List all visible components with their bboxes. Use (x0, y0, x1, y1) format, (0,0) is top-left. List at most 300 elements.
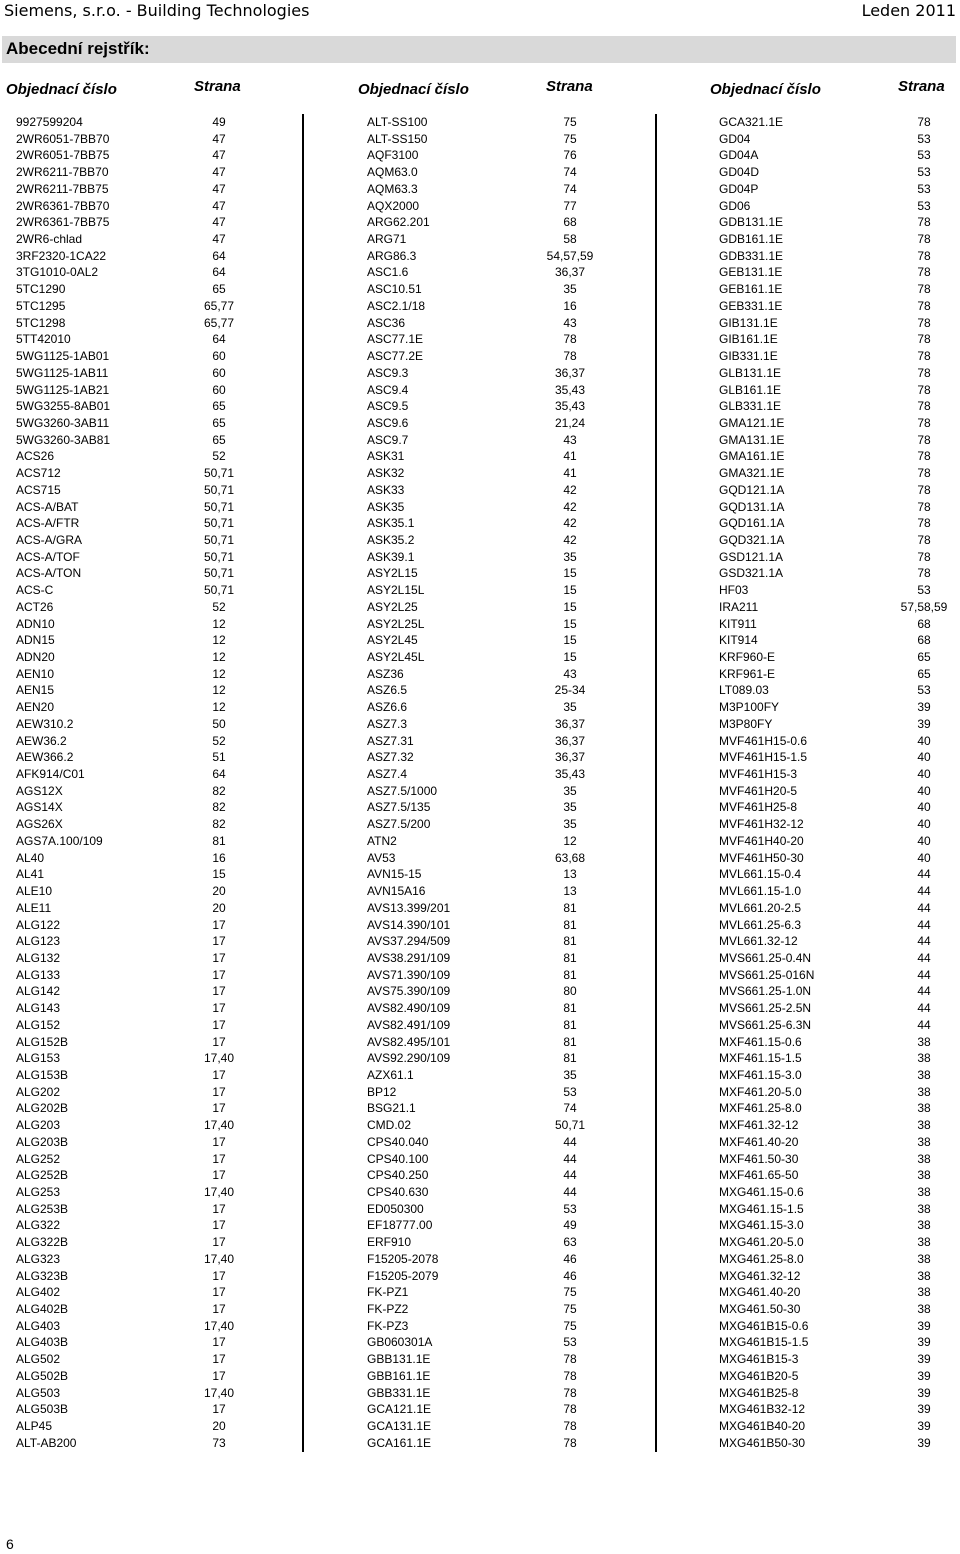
order-number: MXG461B50-30 (719, 1435, 806, 1450)
order-number: GD04 (719, 131, 751, 146)
index-row (304, 1368, 655, 1385)
order-number: ALG203 (16, 1118, 61, 1133)
order-number: GLB161.1E (719, 382, 782, 397)
order-number: MXG461B40-20 (719, 1419, 806, 1434)
index-row (304, 1034, 655, 1051)
index-row (657, 198, 960, 215)
index-row (304, 1284, 655, 1301)
order-number: ASZ7.5/135 (367, 800, 431, 815)
page-ref: 35 (563, 282, 577, 297)
index-row (0, 1034, 302, 1051)
order-number: ACS715 (16, 482, 61, 497)
page-ref: 78 (917, 449, 931, 464)
page-ref: 38 (917, 1134, 931, 1149)
index-row (304, 365, 655, 382)
page-ref: 65 (212, 415, 226, 430)
order-number: ASK35 (367, 499, 405, 514)
order-number: KIT914 (719, 633, 758, 648)
page-ref: 53 (917, 181, 931, 196)
order-number: CMD.02 (367, 1118, 412, 1133)
order-number: ARG71 (367, 232, 407, 247)
order-number: ALT-AB200 (16, 1435, 77, 1450)
order-number: ARG62.201 (367, 215, 430, 230)
index-row (304, 599, 655, 616)
order-number: MXG461B15-0.6 (719, 1318, 809, 1333)
page-ref: 47 (212, 131, 226, 146)
order-number-heading: Objednací číslo (6, 81, 117, 98)
order-number: AEN10 (16, 666, 55, 681)
index-row (657, 1401, 960, 1418)
page-ref: 50,71 (203, 516, 235, 531)
order-number: MVL661.20-2.5 (719, 900, 802, 915)
order-number: 5WG3260-3AB81 (16, 432, 111, 447)
order-number: ASY2L15L (367, 583, 425, 598)
order-number: ALG202 (16, 1084, 61, 1099)
index-row (657, 248, 960, 265)
index-row (304, 950, 655, 967)
order-number: MXG461.40-20 (719, 1285, 801, 1300)
page-ref: 65 (212, 282, 226, 297)
page-ref: 50 (212, 716, 226, 731)
index-row (0, 298, 302, 315)
order-number: MXG461.50-30 (719, 1302, 801, 1317)
index-row (0, 231, 302, 248)
order-number: ARG86.3 (367, 248, 417, 263)
page-ref: 68 (917, 633, 931, 648)
index-row (304, 348, 655, 365)
order-number: AVS37.294/509 (367, 934, 451, 949)
index-row (0, 950, 302, 967)
index-row (657, 382, 960, 399)
page-ref: 43 (563, 666, 577, 681)
index-row (657, 632, 960, 649)
order-number: MVL661.15-1.0 (719, 884, 802, 899)
order-number: 5TC1290 (16, 282, 66, 297)
page-ref: 78 (917, 432, 931, 447)
page-ref: 53 (917, 583, 931, 598)
index-row (304, 766, 655, 783)
order-number: AEW36.2 (16, 733, 67, 748)
index-row (657, 1000, 960, 1017)
page-ref: 53 (917, 165, 931, 180)
page-ref: 68 (563, 215, 577, 230)
page-ref: 75 (563, 1285, 577, 1300)
page-ref: 15 (563, 616, 577, 631)
order-number: AVN15A16 (367, 884, 426, 899)
index-row (304, 933, 655, 950)
index-row (657, 799, 960, 816)
page-ref: 39 (917, 1335, 931, 1350)
index-row (0, 415, 302, 432)
order-number: MXG461B25-8 (719, 1385, 799, 1400)
page-ref: 46 (563, 1268, 577, 1283)
page-ref: 35 (563, 800, 577, 815)
page-ref: 17 (212, 1201, 226, 1216)
index-row (0, 264, 302, 281)
order-number: ASC2.1/18 (367, 298, 426, 313)
title-bar (2, 36, 956, 63)
order-number: GMA161.1E (719, 449, 785, 464)
page-ref: 17 (212, 917, 226, 932)
page-ref: 44 (563, 1185, 577, 1199)
page-ref: 38 (917, 1118, 931, 1133)
order-number: ERF910 (367, 1235, 412, 1250)
page-ref: 15 (563, 650, 577, 664)
page-ref: 12 (212, 633, 226, 648)
order-number: MXG461.15-0.6 (719, 1185, 804, 1199)
index-row (657, 582, 960, 599)
order-number: ASY2L15 (367, 566, 418, 581)
index-row (304, 214, 655, 231)
order-number: ASC77.1E (367, 332, 424, 347)
index-row (0, 816, 302, 833)
index-row (0, 147, 302, 164)
order-number: GCA161.1E (367, 1435, 432, 1450)
index-row (0, 214, 302, 231)
order-number: 2WR6051-7BB75 (16, 148, 110, 163)
order-number: ALG323B (16, 1268, 69, 1283)
order-number: GLB331.1E (719, 399, 782, 414)
page-ref: 39 (917, 1368, 931, 1383)
order-number: 5WG3260-3AB11 (16, 415, 110, 430)
index-row (0, 549, 302, 566)
page-ref: 78 (917, 499, 931, 514)
order-number: ALG322B (16, 1235, 69, 1250)
index-row (0, 432, 302, 449)
order-number: ASZ7.5/200 (367, 817, 431, 832)
index-row (657, 1117, 960, 1134)
index-row (304, 816, 655, 833)
order-number: ALG133 (16, 967, 61, 982)
order-number: MVS661.25-1.0N (719, 984, 812, 999)
page-ref: 50,71 (203, 482, 235, 497)
page-ref: 13 (563, 884, 577, 899)
order-number: FK-PZ2 (367, 1302, 409, 1317)
page-ref: 54,57,59 (546, 248, 594, 263)
index-column-1 (0, 114, 304, 1452)
index-row (304, 799, 655, 816)
index-row (304, 1318, 655, 1335)
order-number: ASZ7.31 (367, 733, 414, 748)
page-ref: 49 (563, 1218, 577, 1233)
order-number: GEB331.1E (719, 298, 783, 313)
page-ref: 17 (212, 1034, 226, 1049)
page-ref: 78 (917, 332, 931, 347)
index-row (304, 532, 655, 549)
page-ref: 78 (917, 382, 931, 397)
page-heading: Strana (546, 78, 593, 95)
page-ref: 74 (563, 181, 577, 196)
page-ref: 17 (212, 1235, 226, 1250)
index-row (304, 900, 655, 917)
page-ref: 13 (563, 867, 577, 882)
index-row (304, 147, 655, 164)
index-row (0, 666, 302, 683)
index-row (0, 850, 302, 867)
page-ref: 42 (563, 499, 577, 514)
index-column-3 (657, 114, 960, 1452)
order-number: MVS661.25-6.3N (719, 1017, 812, 1032)
page-ref: 39 (917, 1352, 931, 1367)
page-ref: 17,40 (203, 1118, 235, 1133)
index-row (0, 1000, 302, 1017)
page-ref: 12 (212, 683, 226, 698)
index-row (0, 783, 302, 800)
index-row (657, 1251, 960, 1268)
page-ref: 78 (917, 466, 931, 481)
order-number: MVF461H40-20 (719, 833, 804, 848)
page-ref: 78 (563, 332, 577, 347)
index-row (0, 1134, 302, 1151)
page-ref: 12 (212, 650, 226, 664)
index-row (0, 465, 302, 482)
page-ref: 41 (563, 466, 577, 481)
order-number: ACS-A/BAT (16, 499, 79, 514)
index-row (657, 1034, 960, 1051)
page-ref: 38 (917, 1251, 931, 1266)
order-number: ASC9.5 (367, 399, 409, 414)
order-number: MVF461H15-1.5 (719, 750, 808, 765)
page-ref: 15 (563, 583, 577, 598)
page-ref: 64 (212, 265, 226, 280)
page-ref: 81 (212, 833, 226, 848)
order-number: GQD161.1A (719, 516, 785, 531)
index-row (0, 933, 302, 950)
page-ref: 39 (917, 1318, 931, 1333)
index-row (0, 833, 302, 850)
order-number: CPS40.040 (367, 1134, 429, 1149)
page-ref: 50,71 (203, 549, 235, 564)
index-row (304, 1251, 655, 1268)
order-number: MXG461.15-3.0 (719, 1218, 804, 1233)
order-number: KRF961-E (719, 666, 776, 681)
page-ref: 17 (212, 1017, 226, 1032)
index-row (0, 582, 302, 599)
index-row (657, 950, 960, 967)
index-row (0, 900, 302, 917)
index-row (0, 1251, 302, 1268)
page-ref: 46 (563, 1251, 577, 1266)
order-number: 5TT42010 (16, 332, 71, 347)
order-number: ASZ7.4 (367, 767, 408, 782)
page-ref: 35,43 (554, 767, 586, 782)
order-number: ALT-SS100 (367, 115, 428, 129)
order-number: ALG153 (16, 1051, 61, 1066)
order-number: EF18777.00 (367, 1218, 433, 1233)
page-ref: 35 (563, 700, 577, 715)
order-number: ASK32 (367, 466, 405, 481)
page-ref: 78 (563, 1385, 577, 1400)
index-row (0, 482, 302, 499)
index-row (0, 766, 302, 783)
index-row (0, 348, 302, 365)
page-ref: 47 (212, 165, 226, 180)
page-ref: 38 (917, 1201, 931, 1216)
page-ref: 78 (563, 1402, 577, 1417)
index-row (657, 850, 960, 867)
page-heading: Strana (194, 78, 241, 95)
index-row (304, 1334, 655, 1351)
index-row (0, 983, 302, 1000)
index-row (657, 699, 960, 716)
order-number: ASK35.1 (367, 516, 415, 531)
order-number: ALG253 (16, 1185, 61, 1199)
index-row (304, 582, 655, 599)
order-number: MXF461.65-50 (719, 1168, 799, 1183)
order-number: GCA131.1E (367, 1419, 432, 1434)
page-ref: 60 (212, 349, 226, 364)
page-ref: 20 (212, 884, 226, 899)
order-number: ALG502B (16, 1368, 69, 1383)
page-ref: 12 (212, 700, 226, 715)
page-ref: 75 (563, 1318, 577, 1333)
order-number: GMA321.1E (719, 466, 785, 481)
page-ref: 81 (563, 950, 577, 965)
index-row (0, 1418, 302, 1435)
page-ref: 38 (917, 1185, 931, 1199)
order-number: 9927599204 (16, 115, 83, 129)
page-ref: 17 (212, 1151, 226, 1166)
page-ref: 20 (212, 1419, 226, 1434)
order-number: MXG461B20-5 (719, 1368, 799, 1383)
order-number: MVL661.25-6.3 (719, 917, 802, 932)
page-ref: 63,68 (554, 850, 586, 865)
order-number: FK-PZ1 (367, 1285, 409, 1300)
index-row (0, 1117, 302, 1134)
page-ref: 17,40 (203, 1185, 235, 1199)
page-ref: 39 (917, 700, 931, 715)
order-number: GEB131.1E (719, 265, 783, 280)
page-ref: 49 (212, 115, 226, 129)
order-number: ATN2 (367, 833, 397, 848)
order-number: 5TC1298 (16, 315, 66, 330)
index-row (304, 549, 655, 566)
order-number: 2WR6211-7BB70 (16, 165, 109, 180)
page-ref: 17,40 (203, 1251, 235, 1266)
index-row (0, 616, 302, 633)
page-ref: 78 (563, 1352, 577, 1367)
page-ref: 44 (917, 1001, 931, 1016)
index-row (0, 164, 302, 181)
index-row (0, 1067, 302, 1084)
order-number: ACS26 (16, 449, 55, 464)
order-number: ASC77.2E (367, 349, 424, 364)
page-ref: 47 (212, 181, 226, 196)
order-number: GIB131.1E (719, 315, 778, 330)
page-ref: 15 (563, 633, 577, 648)
index-row (304, 749, 655, 766)
index-row (304, 331, 655, 348)
page-ref: 53 (917, 683, 931, 698)
page-ref: 80 (563, 984, 577, 999)
page-ref: 38 (917, 1268, 931, 1283)
index-row (0, 599, 302, 616)
page-ref: 38 (917, 1285, 931, 1300)
index-row (0, 1201, 302, 1218)
page-ref: 73 (212, 1435, 226, 1450)
order-number: AQX2000 (367, 198, 420, 213)
order-number-heading: Objednací číslo (710, 81, 821, 98)
page-ref: 15 (563, 599, 577, 614)
page-ref: 12 (212, 616, 226, 631)
order-number: ALG402B (16, 1302, 69, 1317)
page-ref: 38 (917, 1218, 931, 1233)
page-ref: 17 (212, 1302, 226, 1317)
page-ref: 50,71 (203, 532, 235, 547)
page-ref: 12 (563, 833, 577, 848)
order-number: AQM63.0 (367, 165, 418, 180)
order-number: AGS26X (16, 817, 63, 832)
order-number: ALG152B (16, 1034, 69, 1049)
page-ref: 44 (917, 917, 931, 932)
index-row (657, 917, 960, 934)
order-number: MXF461.50-30 (719, 1151, 799, 1166)
index-row (0, 883, 302, 900)
page-ref: 16 (212, 850, 226, 865)
page-ref: 50,71 (203, 566, 235, 581)
index-row (0, 1334, 302, 1351)
page-ref: 42 (563, 482, 577, 497)
order-number: MXG461.15-1.5 (719, 1201, 804, 1216)
order-number: AZX61.1 (367, 1067, 414, 1082)
page-ref: 17 (212, 984, 226, 999)
page-ref: 36,37 (554, 750, 586, 765)
page-ref: 81 (563, 1001, 577, 1016)
order-number: GDB131.1E (719, 215, 784, 230)
order-number: AVS75.390/109 (367, 984, 451, 999)
index-row (304, 1000, 655, 1017)
index-column-2 (304, 114, 657, 1452)
page-ref: 78 (917, 115, 931, 129)
index-row (657, 1167, 960, 1184)
index-row (657, 1017, 960, 1034)
index-row (657, 967, 960, 984)
order-number: ASC9.6 (367, 415, 409, 430)
page-ref: 38 (917, 1067, 931, 1082)
page-ref: 35,43 (554, 382, 586, 397)
page-ref: 44 (917, 1017, 931, 1032)
index-row (304, 1084, 655, 1101)
page-ref: 47 (212, 198, 226, 213)
order-number: BP12 (367, 1084, 397, 1099)
order-number: AEW366.2 (16, 750, 74, 765)
page-ref: 64 (212, 248, 226, 263)
page-ref: 17 (212, 1101, 226, 1116)
order-number: MVS661.25-0.4N (719, 950, 812, 965)
order-number: ALG203B (16, 1134, 69, 1149)
index-row (0, 1385, 302, 1402)
order-number: MVL661.15-0.4 (719, 867, 802, 882)
index-row (657, 264, 960, 281)
order-number: F15205-2078 (367, 1251, 439, 1266)
order-number: FK-PZ3 (367, 1318, 409, 1333)
order-number: ASZ6.6 (367, 700, 408, 715)
index-row (304, 1268, 655, 1285)
page-ref: 47 (212, 148, 226, 163)
page-ref: 39 (917, 1435, 931, 1450)
page-ref: 82 (212, 783, 226, 798)
order-number: GD04P (719, 181, 759, 196)
page-ref: 38 (917, 1101, 931, 1116)
page-ref: 17 (212, 1402, 226, 1417)
order-number: AQM63.3 (367, 181, 418, 196)
index-row (304, 264, 655, 281)
order-number: AVS82.495/101 (367, 1034, 451, 1049)
index-row (657, 1100, 960, 1117)
index-row (304, 164, 655, 181)
index-row (304, 398, 655, 415)
index-row (657, 749, 960, 766)
